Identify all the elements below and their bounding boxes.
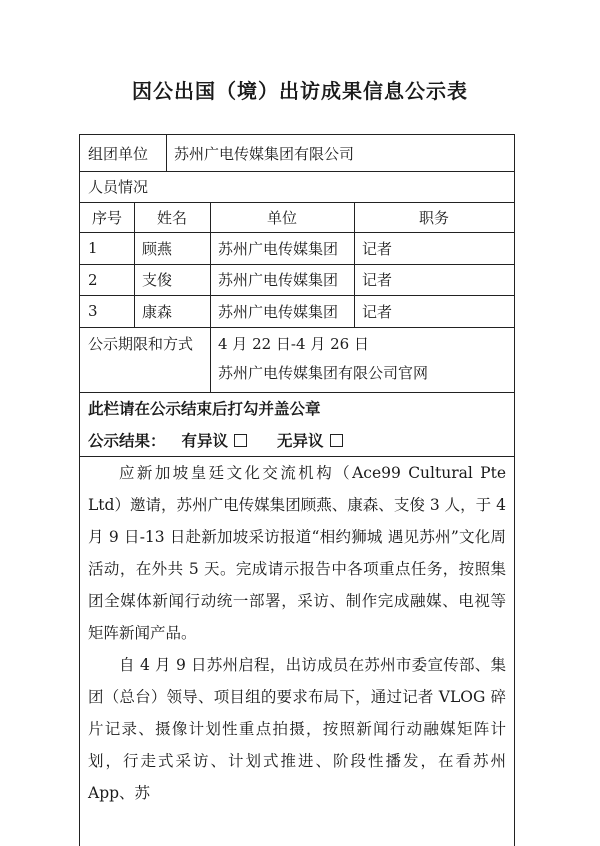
notice-label: 公示期限和方式 — [88, 335, 194, 353]
summary-paragraph: 应新加坡皇廷文化交流机构（Ace99 Cultural Pte Ltd）邀请，苏州广电传媒集团顾燕、康森、支俊 3 人，于 4 月 9 日-13 日赴新加坡采访报道“相约狮城 遇见苏州”文化周活动，在外共 5 天。完成请示报告中各项重点任务，按照集团全媒体新闻行动统一部署，采访、制作完成融媒、电视等矩阵新闻产品。 — [88, 464, 506, 642]
notice-row — [80, 327, 514, 393]
info-table — [79, 134, 515, 846]
option-objection-label: 有异议 — [181, 431, 229, 450]
header-index: 序号 — [91, 208, 122, 227]
result-line — [80, 424, 514, 456]
personnel-row — [80, 171, 514, 203]
org-value: 苏州广电传媒集团有限公司 — [174, 144, 355, 163]
option-objection-checkbox[interactable] — [234, 434, 247, 447]
personnel-header-row — [80, 202, 514, 233]
personnel-label: 人员情况 — [88, 178, 149, 196]
header-unit: 单位 — [266, 208, 297, 227]
result-label: 公示结果： — [88, 431, 166, 450]
row-title: 记者 — [362, 302, 393, 321]
option-no-objection-label: 无异议 — [277, 431, 324, 450]
notice-method: 苏州广电传媒集团有限公司官网 — [218, 364, 429, 382]
row-index: 1 — [88, 239, 98, 257]
row-name: 支俊 — [142, 271, 173, 289]
row-title: 记者 — [362, 271, 393, 289]
row-index: 3 — [88, 302, 98, 320]
option-no-objection-checkbox[interactable] — [330, 434, 343, 447]
row-name: 顾燕 — [142, 239, 173, 258]
header-title: 职务 — [418, 208, 449, 227]
row-name: 康森 — [142, 302, 173, 321]
table-row — [80, 264, 514, 296]
row-unit: 苏州广电传媒集团 — [218, 302, 339, 321]
row-unit: 苏州广电传媒集团 — [218, 271, 339, 289]
row-unit: 苏州广电传媒集团 — [218, 239, 339, 258]
page-title: 因公出国（境）出访成果信息公示表 — [132, 79, 468, 103]
org-row — [80, 135, 514, 172]
table-row — [80, 295, 514, 328]
header-name: 姓名 — [156, 208, 187, 227]
row-index: 2 — [88, 270, 98, 289]
notice-content — [210, 327, 514, 392]
notice-period: 4 月 22 日-4 月 26 日 — [218, 335, 369, 353]
row-title: 记者 — [362, 239, 393, 258]
result-row — [80, 392, 514, 457]
org-label: 组团单位 — [88, 144, 149, 163]
table-row — [80, 232, 514, 265]
summary-paragraph: 自 4 月 9 日苏州启程，出访成员在苏州市委宣传部、集团（总台）领导、项目组的要求布局下，通过记者 VLOG 碎片记录、摄像计划性重点拍摄，按照新闻行动融媒矩阵计划，行走式采访、计划式推进、阶段性播发，在看苏州 App、苏 — [88, 656, 506, 802]
stamp-note: 此栏请在公示结束后打勾并盖公章 — [88, 399, 321, 418]
